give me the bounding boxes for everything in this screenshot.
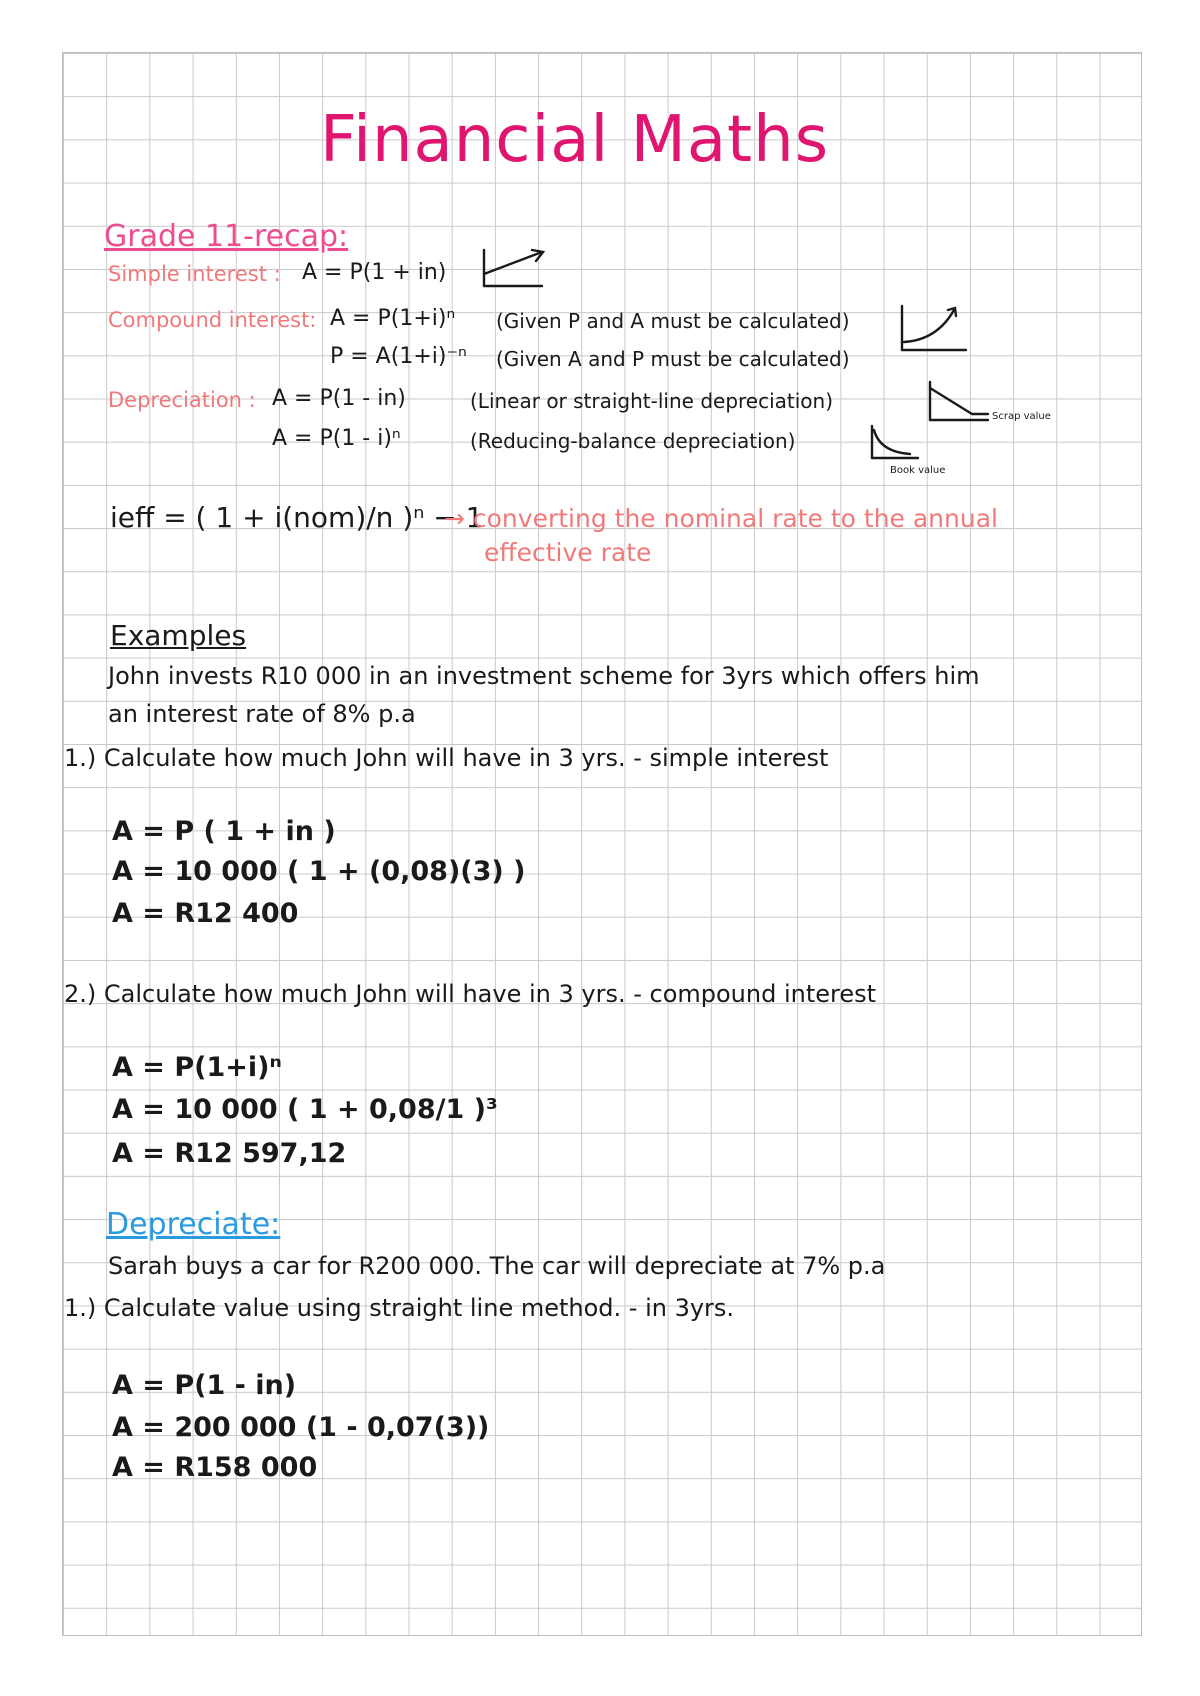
examples-problem-line-1: John invests R10 000 in an investment scheme for 3yrs which offers him	[108, 662, 980, 690]
compound-formula-2: P = A(1+i)⁻ⁿ	[330, 344, 467, 369]
q1-working-line-2: A = 10 000 ( 1 + (0,08)(3) )	[112, 856, 526, 887]
depreciate-working-line-2: A = 200 000 (1 - 0,07(3))	[112, 1412, 490, 1443]
reducing-balance-graph-icon	[866, 424, 922, 464]
q1-working-line-1: A = P ( 1 + in )	[112, 816, 336, 847]
effective-rate-formula: ieff = ( 1 + i(nom)/n )ⁿ − 1	[110, 501, 484, 534]
question-1-simple-interest: 1.) Calculate how much John will have in 3 yrs. - simple interest	[64, 744, 829, 772]
compound-interest-graph-icon	[892, 302, 972, 356]
depreciation-note-2: (Reducing-balance depreciation)	[470, 429, 796, 453]
depreciate-heading: Depreciate:	[106, 1207, 281, 1242]
simple-interest-formula: A = P(1 + in)	[302, 260, 447, 285]
compound-formula-1: A = P(1+i)ⁿ	[330, 306, 456, 331]
linear-depreciation-graph-icon	[922, 378, 992, 426]
depreciate-answer: A = R158 000	[112, 1452, 318, 1483]
book-value-label: Book value	[890, 465, 946, 476]
q2-working-line-1: A = P(1+i)ⁿ	[112, 1052, 282, 1083]
compound-interest-label: Compound interest:	[108, 308, 317, 332]
effective-rate-note-2: effective rate	[484, 538, 652, 567]
recap-heading: Grade 11-recap:	[104, 219, 349, 254]
scrap-value-label: Scrap value	[992, 411, 1051, 422]
q2-answer: A = R12 597,12	[112, 1138, 347, 1169]
compound-note-2: (Given A and P must be calculated)	[496, 347, 850, 371]
question-2-compound-interest: 2.) Calculate how much John will have in 3 yrs. - compound interest	[64, 980, 877, 1008]
q1-answer: A = R12 400	[112, 898, 299, 929]
effective-rate-note-1: → converting the nominal rate to the annual	[444, 504, 998, 533]
depreciate-problem: Sarah buys a car for R200 000. The car will depreciate at 7% p.a	[108, 1252, 886, 1280]
q2-working-line-2: A = 10 000 ( 1 + 0,08/1 )³	[112, 1094, 498, 1125]
depreciation-note-1: (Linear or straight-line depreciation)	[470, 389, 834, 413]
depreciate-working-line-1: A = P(1 - in)	[112, 1370, 297, 1401]
depreciation-formula-2: A = P(1 - i)ⁿ	[272, 426, 401, 451]
examples-problem-line-2: an interest rate of 8% p.a	[108, 700, 416, 728]
page-title: Financial Maths	[320, 103, 830, 177]
depreciation-label: Depreciation :	[108, 388, 256, 412]
depreciate-question-1: 1.) Calculate value using straight line method. - in 3yrs.	[64, 1294, 735, 1322]
depreciation-formula-1: A = P(1 - in)	[272, 386, 406, 411]
examples-heading: Examples	[110, 619, 247, 652]
simple-interest-graph-icon	[470, 246, 550, 290]
simple-interest-label: Simple interest :	[108, 262, 281, 286]
compound-note-1: (Given P and A must be calculated)	[496, 309, 850, 333]
